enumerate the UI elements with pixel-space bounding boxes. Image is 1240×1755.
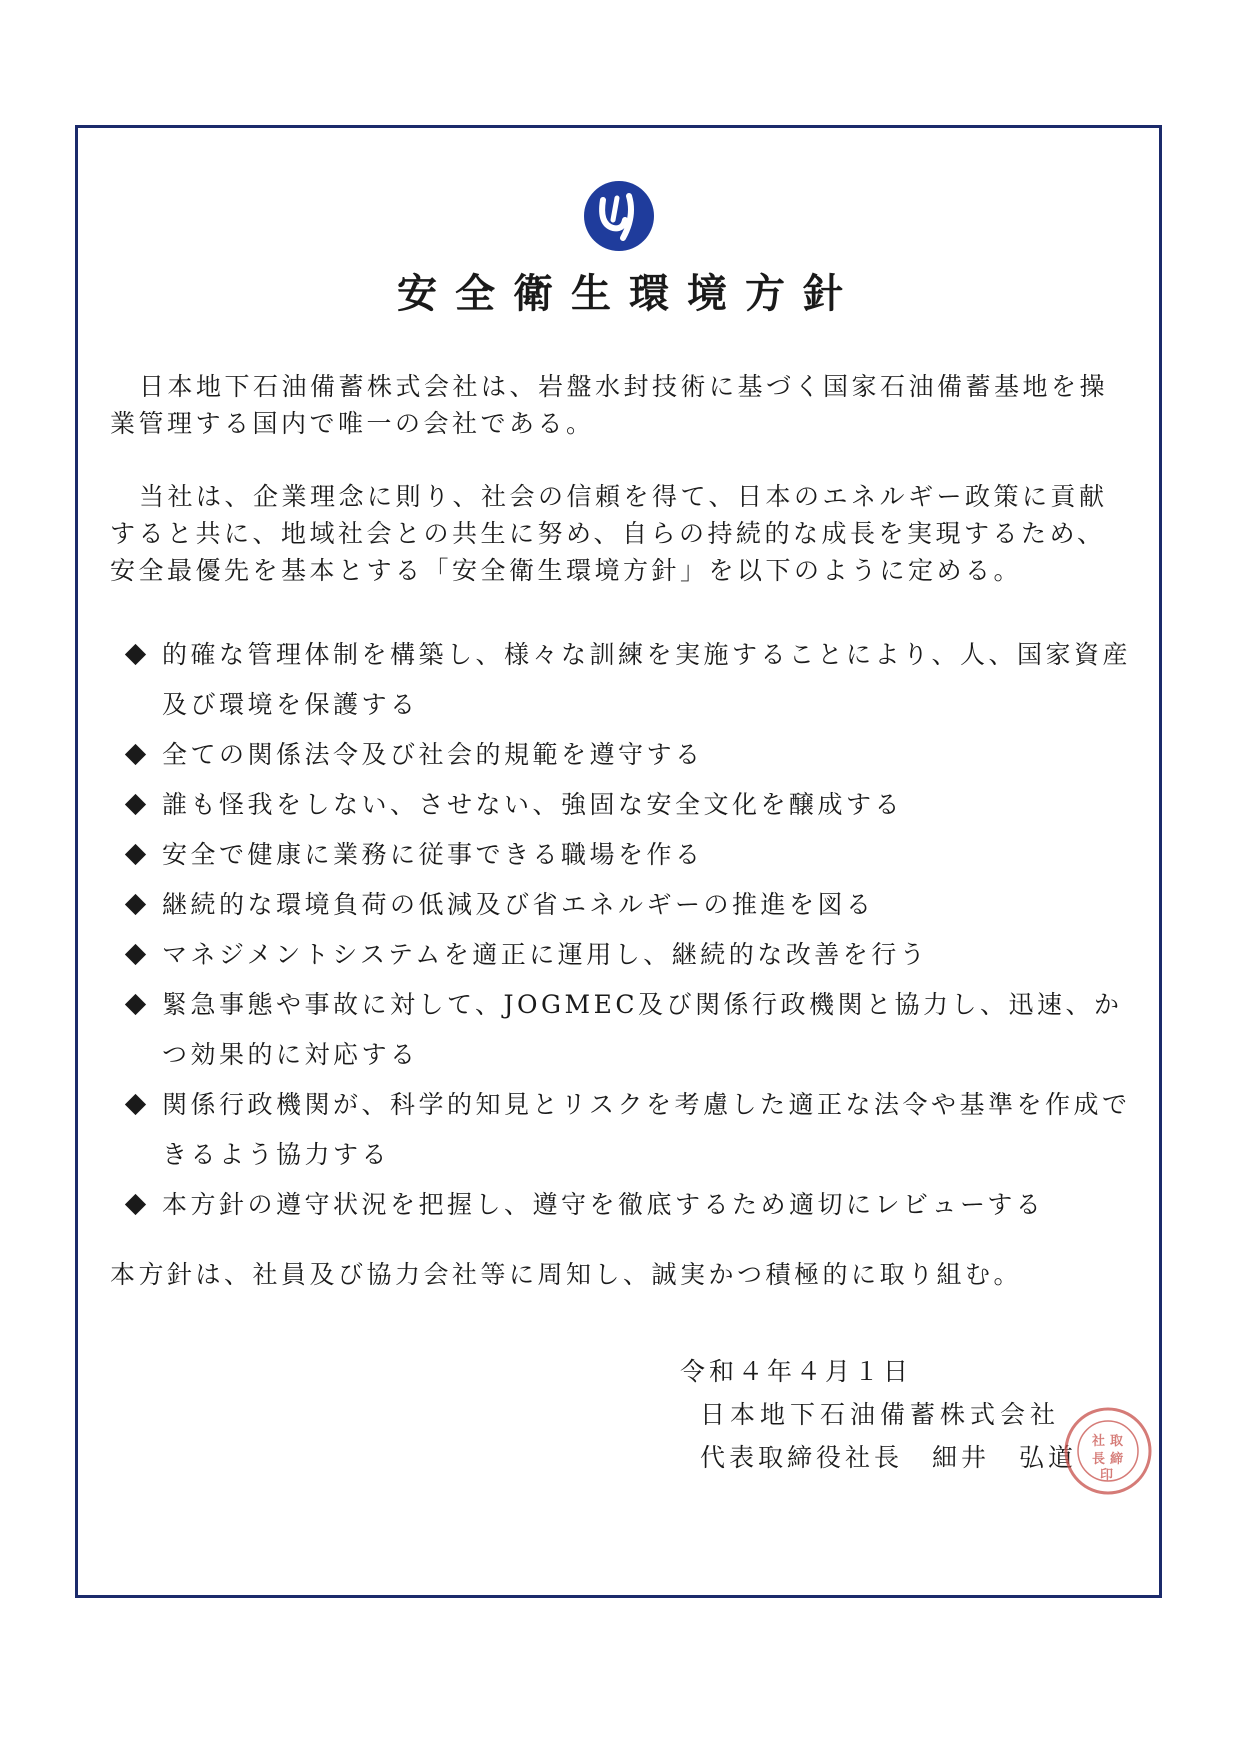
list-item: 本方針の遵守状況を把握し、遵守を徹底するため適切にレビューする <box>122 1180 1132 1230</box>
list-item: 的確な管理体制を構築し、様々な訓練を実施することにより、人、国家資産及び環境を保護する <box>122 630 1132 730</box>
svg-text:取: 取 <box>1110 1434 1124 1449</box>
list-item: 誰も怪我をしない、させない、強固な安全文化を醸成する <box>122 780 1132 830</box>
svg-text:印: 印 <box>1100 1468 1114 1483</box>
company-logo-icon <box>583 180 655 252</box>
list-item: 継続的な環境負荷の低減及び省エネルギーの推進を図る <box>122 880 1132 930</box>
policy-paragraph: 当社は、企業理念に則り、社会の信頼を得て、日本のエネルギー政策に貢献すると共に、地域社会との共生に努め、自らの持続的な成長を実現するため、安全最優先を基本とする「安全衛生環境方針」を以下のように定める。 <box>110 482 1108 585</box>
diamond-bullet-icon <box>122 780 162 830</box>
issue-date: 令和４年４月１日 <box>680 1357 913 1386</box>
diamond-bullet-icon <box>122 830 162 880</box>
signer-name: 代表取締役社長 細井 弘道 <box>700 1443 1078 1472</box>
diamond-bullet-icon <box>122 1080 162 1180</box>
company-seal-icon <box>1062 1405 1154 1497</box>
svg-text:長: 長 <box>1092 1452 1106 1467</box>
closing-statement: 本方針は、社員及び協力会社等に周知し、誠実かつ積極的に取り組む。 <box>110 1260 1023 1289</box>
diamond-bullet-icon <box>122 1180 162 1230</box>
company-name: 日本地下石油備蓄株式会社 <box>700 1400 1061 1429</box>
list-item: 緊急事態や事故に対して、JOGMEC及び関係行政機関と協力し、迅速、かつ効果的に対応する <box>122 980 1132 1080</box>
diamond-bullet-icon <box>122 630 162 730</box>
diamond-bullet-icon <box>122 880 162 930</box>
intro-paragraph: 日本地下石油備蓄株式会社は、岩盤水封技術に基づく国家石油備蓄基地を操業管理する国内で唯一の会社である。 <box>110 372 1109 438</box>
page-title: 安全衛生環境方針 <box>397 270 861 317</box>
list-item: 関係行政機関が、科学的知見とリスクを考慮した適正な法令や基準を作成できるよう協力する <box>122 1080 1132 1180</box>
list-item: マネジメントシステムを適正に運用し、継続的な改善を行う <box>122 930 1132 980</box>
svg-text:締: 締 <box>1110 1452 1124 1467</box>
svg-text:社: 社 <box>1092 1434 1106 1449</box>
list-item: 全ての関係法令及び社会的規範を遵守する <box>122 730 1132 780</box>
diamond-bullet-icon <box>122 730 162 780</box>
policy-list <box>122 630 1132 1230</box>
list-item: 安全で健康に業務に従事できる職場を作る <box>122 830 1132 880</box>
diamond-bullet-icon <box>122 930 162 980</box>
diamond-bullet-icon <box>122 980 162 1080</box>
